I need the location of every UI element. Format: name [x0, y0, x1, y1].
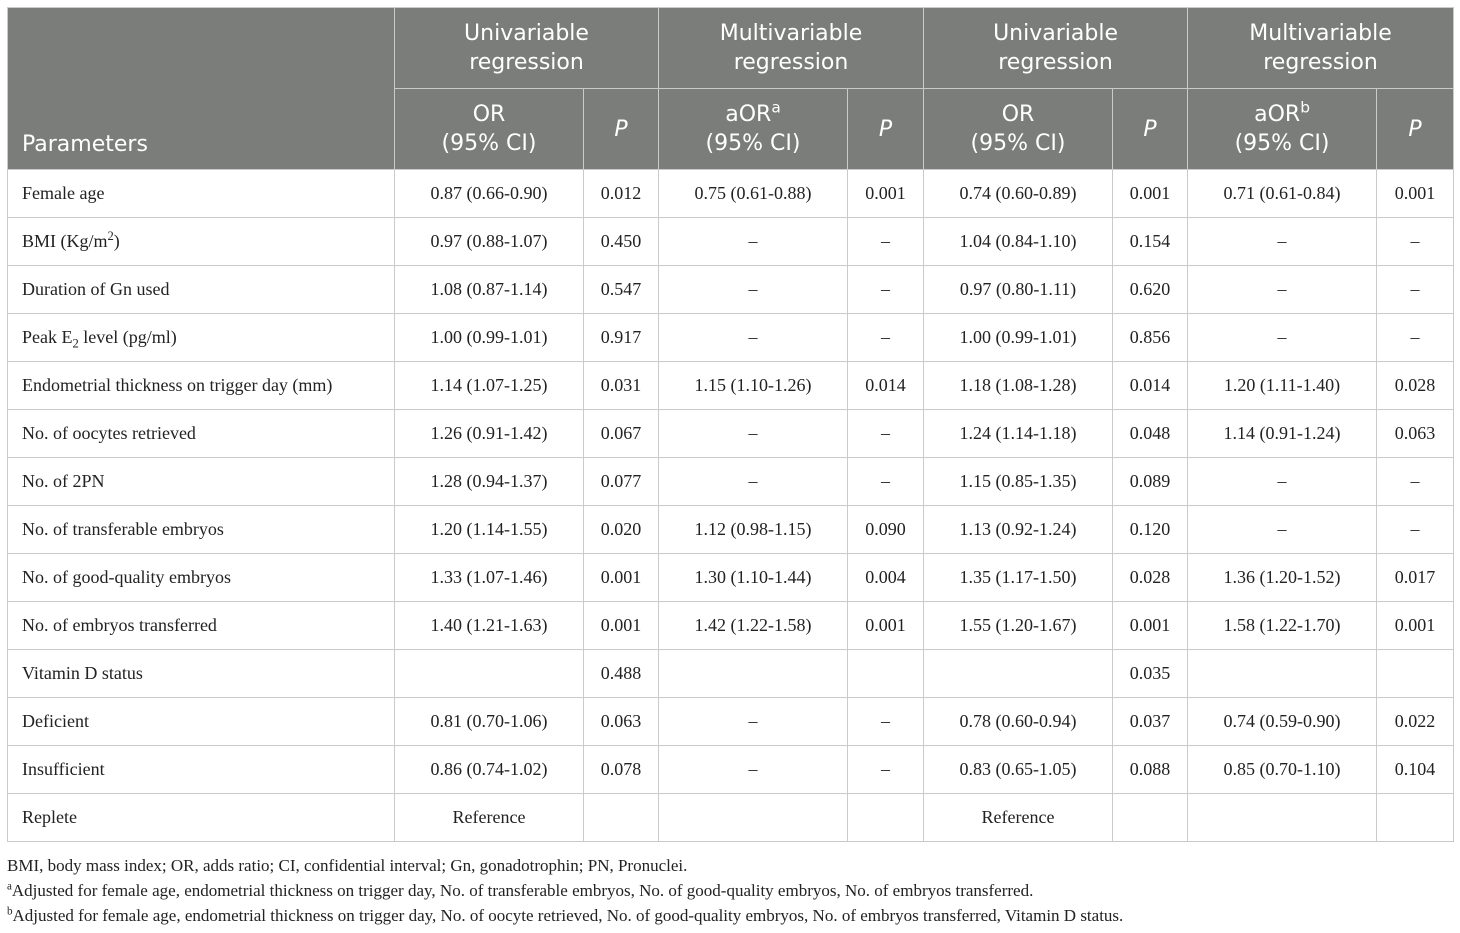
cell-value: 0.75 (0.61-0.88) [659, 170, 848, 218]
footnote-b-mark: b [7, 905, 13, 918]
cell-value: 0.037 [1113, 698, 1188, 746]
header-parameters: Parameters [8, 8, 395, 170]
cell-value [1377, 650, 1454, 698]
header-or-label: OR [1001, 102, 1035, 127]
cell-value [848, 650, 924, 698]
cell-value: 0.089 [1113, 458, 1188, 506]
cell-value: 0.001 [584, 554, 659, 602]
cell-value [659, 794, 848, 842]
group-label-line1: Univariable [464, 21, 589, 46]
header-aor-sup: b [1300, 98, 1310, 117]
cell-value: 0.97 (0.80-1.11) [924, 266, 1113, 314]
cell-value: 1.08 (0.87-1.14) [395, 266, 584, 314]
group-label-line1: Univariable [993, 21, 1118, 46]
cell-value: 1.55 (1.20-1.67) [924, 602, 1113, 650]
table-row [8, 650, 1454, 698]
table-row [8, 554, 1454, 602]
cell-value: – [1377, 266, 1454, 314]
param-sub: 2 [72, 336, 79, 351]
header-or-1 [395, 89, 584, 170]
footnote-abbreviations: BMI, body mass index; OR, adds ratio; CI, confidential interval; Gn, gonadotrophin; PN, Pronuclei. [7, 856, 688, 875]
row-parameter: Deficient [8, 698, 395, 746]
header-ci-label: (95% CI) [970, 131, 1066, 156]
row-parameter: Female age [8, 170, 395, 218]
cell-value: 0.917 [584, 314, 659, 362]
footnote-a [7, 878, 1453, 903]
cell-value: 1.14 (0.91-1.24) [1188, 410, 1377, 458]
regression-table-container [7, 7, 1453, 842]
cell-value: 0.001 [848, 602, 924, 650]
header-aor-a [659, 89, 848, 170]
group-label-line2: regression [998, 50, 1113, 75]
cell-value: 1.00 (0.99-1.01) [395, 314, 584, 362]
group-label-line2: regression [1263, 50, 1378, 75]
cell-value: – [1188, 218, 1377, 266]
header-ci-label: (95% CI) [705, 131, 801, 156]
cell-value [1113, 794, 1188, 842]
cell-value: – [1377, 506, 1454, 554]
table-row [8, 362, 1454, 410]
row-parameter [8, 218, 395, 266]
cell-value: 0.620 [1113, 266, 1188, 314]
cell-value: – [659, 698, 848, 746]
cell-value: – [848, 218, 924, 266]
table-row [8, 794, 1454, 842]
cell-value: 0.063 [1377, 410, 1454, 458]
cell-value: 0.063 [584, 698, 659, 746]
cell-value: – [848, 746, 924, 794]
cell-value: 1.35 (1.17-1.50) [924, 554, 1113, 602]
cell-value: 0.048 [1113, 410, 1188, 458]
group-label-line1: Multivariable [719, 21, 863, 46]
footnote-a-text: Adjusted for female age, endometrial thickness on trigger day, No. of transferable embryos, No. of good-quality embryos, No. of embryos transferred. [11, 881, 1034, 900]
cell-value: 0.856 [1113, 314, 1188, 362]
cell-value: 0.154 [1113, 218, 1188, 266]
cell-value: 0.120 [1113, 506, 1188, 554]
cell-value [395, 650, 584, 698]
cell-value: 1.15 (0.85-1.35) [924, 458, 1113, 506]
cell-value [924, 650, 1113, 698]
footnote-b [7, 903, 1453, 928]
cell-value: 1.26 (0.91-1.42) [395, 410, 584, 458]
cell-value: – [1188, 506, 1377, 554]
cell-value: 0.088 [1113, 746, 1188, 794]
cell-value: 1.18 (1.08-1.28) [924, 362, 1113, 410]
table-header [8, 8, 1454, 170]
row-parameter: No. of 2PN [8, 458, 395, 506]
cell-value: 0.020 [584, 506, 659, 554]
header-aor-sup: a [771, 98, 781, 117]
cell-value: 0.87 (0.66-0.90) [395, 170, 584, 218]
header-or-2 [924, 89, 1113, 170]
cell-value: 0.031 [584, 362, 659, 410]
cell-value: – [1188, 458, 1377, 506]
row-parameter: Endometrial thickness on trigger day (mm) [8, 362, 395, 410]
header-p-4: P [1377, 89, 1454, 170]
cell-value: 1.15 (1.10-1.26) [659, 362, 848, 410]
cell-value: 0.81 (0.70-1.06) [395, 698, 584, 746]
row-parameter [8, 314, 395, 362]
cell-value: 0.004 [848, 554, 924, 602]
footnote-a-mark: a [7, 880, 12, 893]
footnote-b-text: Adjusted for female age, endometrial thickness on trigger day, No. of oocyte retrieved, No. of good-quality embryos, No. of embryos transferred, Vitamin D status. [12, 906, 1124, 925]
header-group-univariable-2 [924, 8, 1188, 89]
table-row [8, 170, 1454, 218]
group-label-line2: regression [733, 50, 849, 75]
row-parameter: No. of transferable embryos [8, 506, 395, 554]
cell-value: 0.74 (0.59-0.90) [1188, 698, 1377, 746]
table-row [8, 602, 1454, 650]
cell-value: 0.71 (0.61-0.84) [1188, 170, 1377, 218]
cell-value: 0.74 (0.60-0.89) [924, 170, 1113, 218]
header-p-2: P [848, 89, 924, 170]
cell-value: 1.33 (1.07-1.46) [395, 554, 584, 602]
cell-value: 0.488 [584, 650, 659, 698]
cell-value: 0.022 [1377, 698, 1454, 746]
table-row [8, 410, 1454, 458]
cell-value: 1.36 (1.20-1.52) [1188, 554, 1377, 602]
cell-value: – [659, 746, 848, 794]
cell-value: – [1188, 314, 1377, 362]
cell-value [1188, 794, 1377, 842]
cell-value: 1.58 (1.22-1.70) [1188, 602, 1377, 650]
table-body [8, 170, 1454, 842]
cell-value: 0.035 [1113, 650, 1188, 698]
cell-value: – [659, 266, 848, 314]
cell-value: 1.04 (0.84-1.10) [924, 218, 1113, 266]
cell-value: – [848, 314, 924, 362]
cell-value: 1.13 (0.92-1.24) [924, 506, 1113, 554]
cell-value: 0.014 [1113, 362, 1188, 410]
header-group-multivariable-1 [659, 8, 924, 89]
cell-value: 0.001 [584, 602, 659, 650]
table-row [8, 746, 1454, 794]
cell-value: 1.20 (1.11-1.40) [1188, 362, 1377, 410]
cell-value: – [659, 314, 848, 362]
cell-value: 0.001 [1377, 170, 1454, 218]
param-text: ) [113, 231, 120, 251]
group-label-line2: regression [469, 50, 584, 75]
cell-value: 1.30 (1.10-1.44) [659, 554, 848, 602]
cell-value: – [659, 458, 848, 506]
cell-value: 0.83 (0.65-1.05) [924, 746, 1113, 794]
cell-value: 1.28 (0.94-1.37) [395, 458, 584, 506]
cell-value: 0.86 (0.74-1.02) [395, 746, 584, 794]
param-text: BMI (Kg/m [22, 231, 108, 251]
cell-value: – [848, 410, 924, 458]
cell-value: 1.42 (1.22-1.58) [659, 602, 848, 650]
cell-value: 0.028 [1377, 362, 1454, 410]
cell-value: 0.090 [848, 506, 924, 554]
table-row [8, 314, 1454, 362]
cell-value [1377, 794, 1454, 842]
header-p-3: P [1113, 89, 1188, 170]
header-aor-label: aOR [725, 102, 772, 127]
header-or-label: OR [472, 102, 506, 127]
cell-value: Reference [924, 794, 1113, 842]
cell-value: – [1377, 458, 1454, 506]
cell-value: 0.85 (0.70-1.10) [1188, 746, 1377, 794]
header-ci-label: (95% CI) [1234, 131, 1330, 156]
cell-value [584, 794, 659, 842]
cell-value: 0.001 [1113, 602, 1188, 650]
cell-value: – [659, 218, 848, 266]
cell-value: 0.001 [1113, 170, 1188, 218]
header-group-univariable-1 [395, 8, 659, 89]
cell-value [659, 650, 848, 698]
header-aor-b [1188, 89, 1377, 170]
cell-value: Reference [395, 794, 584, 842]
cell-value: 0.547 [584, 266, 659, 314]
row-parameter: Replete [8, 794, 395, 842]
cell-value: – [659, 410, 848, 458]
table-row [8, 506, 1454, 554]
cell-value [1188, 650, 1377, 698]
cell-value: 0.067 [584, 410, 659, 458]
row-parameter: No. of embryos transferred [8, 602, 395, 650]
cell-value: 0.078 [584, 746, 659, 794]
cell-value: 0.017 [1377, 554, 1454, 602]
table-footnotes [7, 853, 1453, 928]
header-p-1: P [584, 89, 659, 170]
cell-value: 0.077 [584, 458, 659, 506]
cell-value: – [848, 698, 924, 746]
cell-value [848, 794, 924, 842]
table-row [8, 698, 1454, 746]
cell-value: 0.001 [1377, 602, 1454, 650]
cell-value: 1.12 (0.98-1.15) [659, 506, 848, 554]
cell-value: 0.104 [1377, 746, 1454, 794]
cell-value: – [1188, 266, 1377, 314]
row-parameter: Insufficient [8, 746, 395, 794]
table-row [8, 458, 1454, 506]
table-row [8, 266, 1454, 314]
cell-value: 0.450 [584, 218, 659, 266]
header-ci-label: (95% CI) [441, 131, 537, 156]
cell-value: – [1377, 218, 1454, 266]
table-row [8, 218, 1454, 266]
cell-value: – [848, 266, 924, 314]
header-aor-label: aOR [1254, 102, 1301, 127]
cell-value: 1.00 (0.99-1.01) [924, 314, 1113, 362]
row-parameter: No. of good-quality embryos [8, 554, 395, 602]
cell-value: 0.028 [1113, 554, 1188, 602]
row-parameter: Duration of Gn used [8, 266, 395, 314]
row-parameter: Vitamin D status [8, 650, 395, 698]
header-group-multivariable-2 [1188, 8, 1454, 89]
param-text: level (pg/ml) [78, 327, 177, 347]
cell-value: – [1377, 314, 1454, 362]
cell-value: 0.97 (0.88-1.07) [395, 218, 584, 266]
cell-value: 0.001 [848, 170, 924, 218]
regression-table [7, 7, 1454, 842]
cell-value: 0.012 [584, 170, 659, 218]
cell-value: 1.20 (1.14-1.55) [395, 506, 584, 554]
cell-value: 1.24 (1.14-1.18) [924, 410, 1113, 458]
cell-value: 1.14 (1.07-1.25) [395, 362, 584, 410]
cell-value: – [848, 458, 924, 506]
cell-value: 1.40 (1.21-1.63) [395, 602, 584, 650]
cell-value: 0.014 [848, 362, 924, 410]
cell-value: 0.78 (0.60-0.94) [924, 698, 1113, 746]
row-parameter: No. of oocytes retrieved [8, 410, 395, 458]
param-text: Peak E [22, 327, 73, 347]
param-sup: 2 [107, 229, 114, 243]
group-label-line1: Multivariable [1249, 21, 1392, 46]
